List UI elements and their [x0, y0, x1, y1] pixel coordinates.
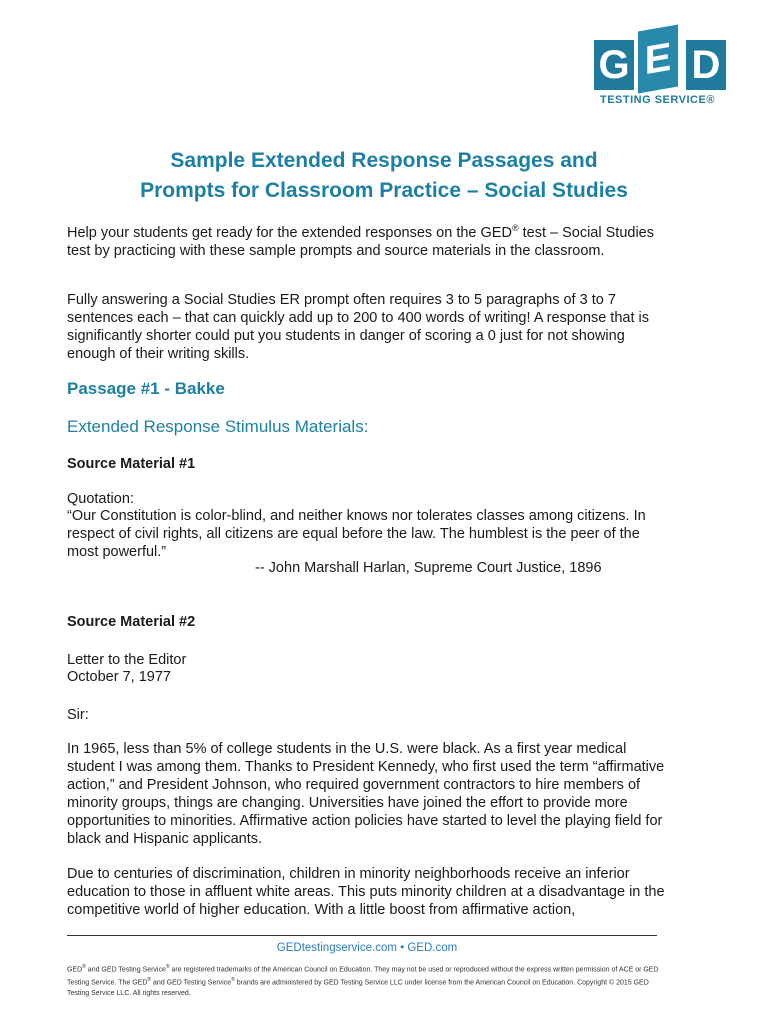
footer-divider — [67, 935, 657, 936]
legal-c: are registered trademarks of the American Council on Education. They may not be used or reproduced without the express written permission of ACE or GED Testing Service. The GED — [67, 966, 659, 987]
intro-paragraph-2: Fully answering a Social Studies ER prompt often requires 3 to 5 paragraphs of 3 to 7 sentences each – that can quickly add up to 200 to 400 words of writing! A response that is significantly shorter could put you students in danger of scoring a 0 just for not showing enough of their writing skills. — [67, 292, 649, 362]
source-2-heading: Source Material #2 — [67, 614, 196, 630]
source-1-attribution: -- John Marshall Harlan, Supreme Court Justice, 1896 — [255, 560, 602, 576]
title-line-2: Prompts for Classroom Practice – Social Studies — [140, 179, 628, 202]
source-1-heading: Source Material #1 — [67, 456, 196, 472]
legal-e: brands are administered by GED Testing Service LLC under license from the American Council on Education. Copyright © 2015 GED Testing Service LLC. All rights reserved. — [67, 979, 649, 997]
source-1-label: Quotation: — [67, 491, 134, 507]
title-line-1: Sample Extended Response Passages and — [170, 149, 598, 172]
logo-letter-e: E — [638, 24, 678, 93]
stimulus-heading: Extended Response Stimulus Materials: — [67, 417, 369, 436]
footer-legal-text — [67, 962, 667, 999]
source-2-label: Letter to the Editor — [67, 652, 187, 668]
legal-reg-1: ® — [82, 964, 86, 970]
source-1-quote: “Our Constitution is color-blind, and neither knows nor tolerates classes among citizens. In respect of civil rights, all citizens are equal before the law. The humblest is the peer of the most powerful.” — [67, 508, 646, 560]
legal-d: and GED Testing Service — [151, 979, 232, 987]
source-2-paragraph-1: In 1965, less than 5% of college students in the U.S. were black. As a first year medical student I was among them. Thanks to President Kennedy, who first used the term “affirmative action,” and President Johnson, who required government contractors to hire members of minority groups, things are changing. Universities have joined the effort to provide more opportunities to minorities. Affirmative action policies have started to level the playing field for black and Hispanic applicants. — [67, 741, 665, 847]
footer-separator: • — [396, 942, 408, 954]
footer-links — [67, 942, 667, 954]
legal-reg-4: ® — [231, 977, 235, 984]
legal-b: and GED Testing Service — [85, 966, 166, 974]
logo-letter-d: D — [686, 40, 726, 90]
legal-a: GED — [67, 966, 83, 974]
legal-reg-2: ® — [165, 964, 170, 970]
source-2-salutation: Sir: — [67, 707, 89, 723]
legal-reg-3: ® — [147, 977, 152, 984]
intro-paragraph-1 — [67, 219, 667, 260]
intro-p1-before: Help your students get ready for the extended responses on the GED — [67, 224, 512, 241]
ged-logo — [594, 22, 730, 108]
footer-link-gedtestingservice[interactable]: GEDtestingservice.com — [276, 942, 397, 954]
logo-letter-g: G — [594, 40, 634, 90]
registered-mark: ® — [511, 223, 519, 233]
source-2-date: October 7, 1977 — [67, 669, 171, 685]
footer-link-ged[interactable]: GED.com — [407, 942, 458, 954]
logo-subtitle: TESTING SERVICE® — [600, 94, 715, 106]
source-2-paragraph-2: Due to centuries of discrimination, children in minority neighborhoods receive an inferior education to those in affluent white areas. This puts minority children at a disadvantage in the competitive world of higher education. With a little boost from affirmative action, — [67, 866, 665, 918]
intro-p1-after: test – Social Studies test by practicing with these sample prompts and source materials in the classroom. — [67, 224, 654, 259]
page-title — [80, 146, 688, 206]
passage-heading: Passage #1 - Bakke — [67, 379, 225, 398]
